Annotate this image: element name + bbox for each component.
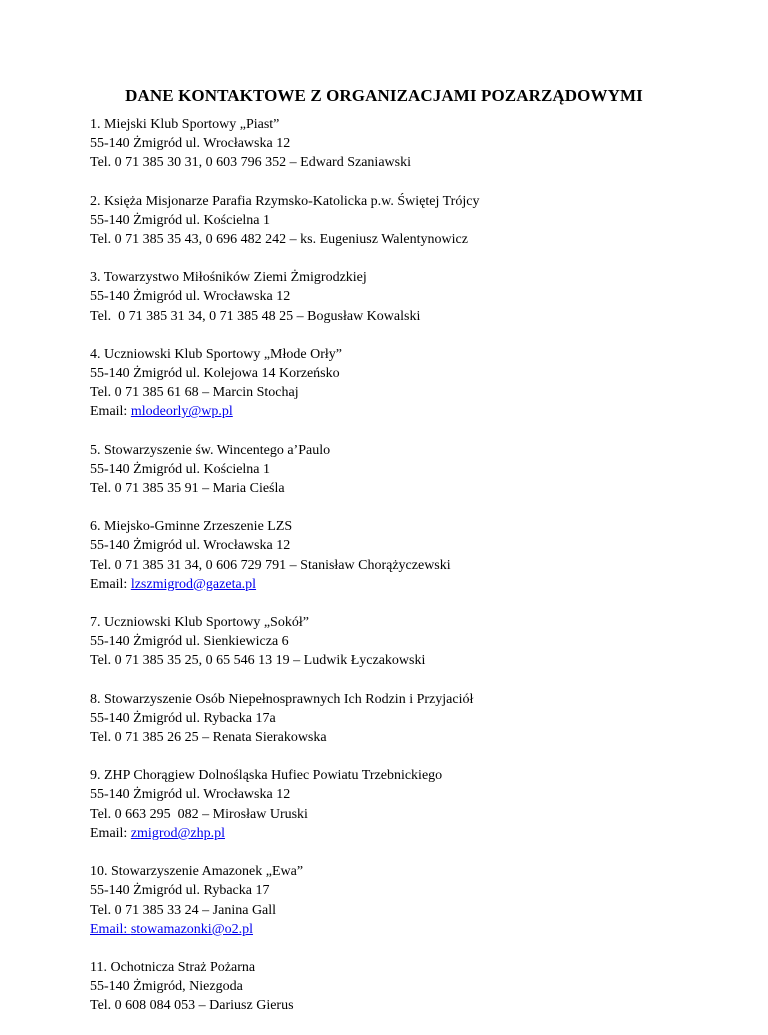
organization-name: 9. ZHP Chorągiew Dolnośląska Hufiec Powiatu Trzebnickiego xyxy=(90,768,443,784)
organization-address: 55-140 Żmigród ul. Wrocławska 12 xyxy=(90,538,291,554)
organization-phone: Tel. 0 71 385 30 31, 0 603 796 352 – Edward Szaniawski xyxy=(90,155,411,171)
organization-entry xyxy=(90,517,730,594)
organization-name: 4. Uczniowski Klub Sportowy „Młode Orły” xyxy=(90,346,342,362)
organization-name: 10. Stowarzyszenie Amazonek „Ewa” xyxy=(90,864,304,880)
organization-phone: Tel. 0 71 385 31 34, 0 606 729 791 – Stanisław Chorążyczewski xyxy=(90,557,451,573)
organization-name: 3. Towarzystwo Miłośników Ziemi Żmigrodzkiej xyxy=(90,270,367,286)
email-link[interactable]: lzszmigrod@gazeta.pl xyxy=(130,576,257,592)
organization-phone: Tel. 0 71 385 31 34, 0 71 385 48 25 – Bogusław Kowalski xyxy=(90,308,421,324)
organization-address: 55-140 Żmigród ul. Wrocławska 12 xyxy=(90,136,291,152)
email-label: Email: xyxy=(90,576,131,592)
organization-name: 6. Miejsko-Gminne Zrzeszenie LZS xyxy=(90,519,293,535)
organization-address: 55-140 Żmigród ul. Wrocławska 12 xyxy=(90,787,291,803)
organization-entry xyxy=(90,268,730,326)
organization-email-row xyxy=(90,824,730,843)
organization-entry xyxy=(90,192,730,250)
email-link[interactable]: mlodeorly@wp.pl xyxy=(130,404,233,420)
organization-entry xyxy=(90,115,730,173)
organization-email-row xyxy=(90,920,730,939)
email-link[interactable]: zmigrod@zhp.pl xyxy=(130,825,225,841)
organization-email-row xyxy=(90,575,730,594)
organization-phone: Tel. 0 71 385 61 68 – Marcin Stochaj xyxy=(90,385,299,401)
organization-phone: Tel. 0 71 385 35 25, 0 65 546 13 19 – Ludwik Łyczakowski xyxy=(90,653,426,669)
organization-entry xyxy=(90,862,730,939)
organization-entry xyxy=(90,441,730,499)
email-address: stowamazonki@o2.pl xyxy=(130,921,253,937)
organization-phone: Tel. 0 608 084 053 – Dariusz Gierus xyxy=(90,998,294,1014)
organization-address: 55-140 Żmigród ul. Wrocławska 12 xyxy=(90,289,291,305)
email-label: Email: xyxy=(90,404,131,420)
organization-name: 5. Stowarzyszenie św. Wincentego a’Paulo xyxy=(90,442,331,458)
organization-name: 7. Uczniowski Klub Sportowy „Sokół” xyxy=(90,615,309,631)
organization-name: 2. Księża Misjonarze Parafia Rzymsko-Katolicka p.w. Świętej Trójcy xyxy=(90,193,480,209)
page-title: DANE KONTAKTOWE Z ORGANIZACJAMI POZARZĄDOWYMI xyxy=(125,86,643,105)
organization-address: 55-140 Żmigród ul. Sienkiewicza 6 xyxy=(90,634,289,650)
organization-email-row xyxy=(90,402,730,421)
organization-entry xyxy=(90,958,730,1016)
organization-address: 55-140 Żmigród ul. Kościelna 1 xyxy=(90,212,271,228)
organization-phone: Tel. 0 71 385 26 25 – Renata Sierakowska xyxy=(90,730,327,746)
organization-entry xyxy=(90,613,730,671)
organization-name: 11. Ochotnicza Straż Pożarna xyxy=(90,959,256,975)
organization-address: 55-140 Żmigród ul. Rybacka 17a xyxy=(90,710,276,726)
organization-list xyxy=(90,115,730,1035)
organization-entry xyxy=(90,766,730,843)
email-label: Email: xyxy=(90,825,131,841)
organization-entry xyxy=(90,690,730,748)
organization-name: 8. Stowarzyszenie Osób Niepełnosprawnych Ich Rodzin i Przyjaciół xyxy=(90,691,474,707)
organization-phone: Tel. 0 663 295 082 – Mirosław Uruski xyxy=(90,806,308,822)
organization-name: 1. Miejski Klub Sportowy „Piast” xyxy=(90,117,280,132)
organization-entry xyxy=(90,345,730,422)
organization-address: 55-140 Żmigród ul. Rybacka 17 xyxy=(90,883,270,899)
organization-address: 55-140 Żmigród, Niezgoda xyxy=(90,979,243,995)
organization-address: 55-140 Żmigród ul. Kościelna 1 xyxy=(90,461,271,477)
organization-address: 55-140 Żmigród ul. Kolejowa 14 Korzeńsko xyxy=(90,366,340,382)
email-link[interactable] xyxy=(90,922,253,937)
organization-phone: Tel. 0 71 385 35 91 – Maria Cieśla xyxy=(90,481,285,497)
organization-phone: Tel. 0 71 385 33 24 – Janina Gall xyxy=(90,902,277,918)
organization-phone: Tel. 0 71 385 35 43, 0 696 482 242 – ks. Eugeniusz Walentynowicz xyxy=(90,232,468,248)
email-label: Email: xyxy=(90,921,131,937)
